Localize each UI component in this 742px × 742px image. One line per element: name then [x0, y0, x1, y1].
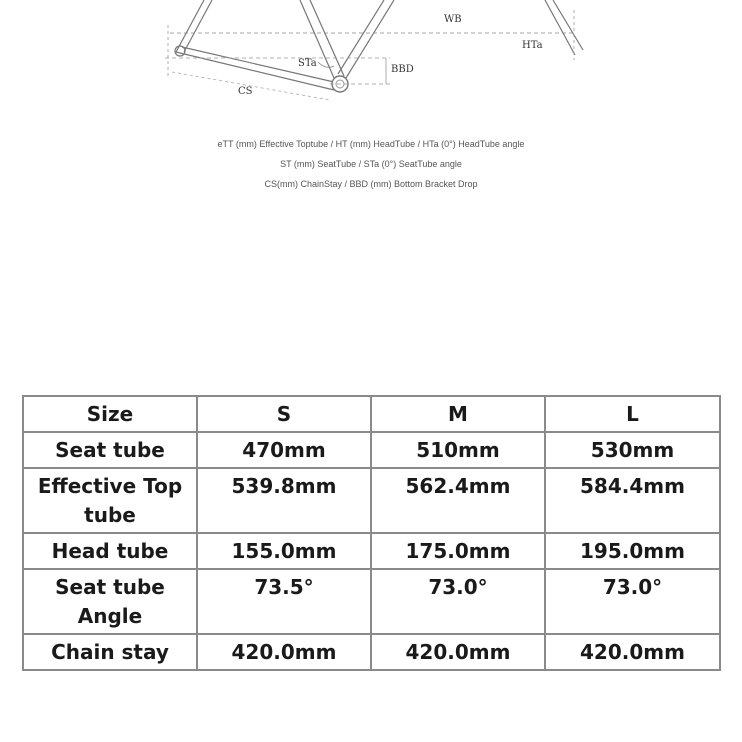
- table-row: [23, 432, 720, 468]
- frame-geometry-diagram: [0, 0, 742, 110]
- table-cell: 539.8mm: [197, 468, 371, 533]
- size-m-header: M: [371, 396, 545, 432]
- row-label-effective-top-tube: Effective Top tube: [23, 468, 197, 533]
- table-row: [23, 533, 720, 569]
- hta-label: HTa: [522, 40, 543, 51]
- table-row: [23, 468, 720, 533]
- cs-label: CS: [238, 86, 253, 97]
- table-cell: 420.0mm: [371, 634, 545, 670]
- legend-line-2: ST (mm) SeatTube / STa (0°) SeatTube angle: [280, 159, 462, 169]
- table-cell: 73.0°: [371, 569, 545, 634]
- wb-label: WB: [444, 14, 462, 25]
- row-label-chain-stay: Chain stay: [23, 634, 197, 670]
- table-cell: 73.5°: [197, 569, 371, 634]
- table-cell: 420.0mm: [545, 634, 720, 670]
- table-cell: 175.0mm: [371, 533, 545, 569]
- size-header: Size: [23, 396, 197, 432]
- row-label-seat-tube: Seat tube: [23, 432, 197, 468]
- table-cell: 562.4mm: [371, 468, 545, 533]
- row-label-head-tube: Head tube: [23, 533, 197, 569]
- sta-label: STa: [298, 58, 317, 69]
- table-row: [23, 569, 720, 634]
- table-cell: 155.0mm: [197, 533, 371, 569]
- bbd-label: BBD: [391, 64, 414, 75]
- legend-line-3: CS(mm) ChainStay / BBD (mm) Bottom Bracket Drop: [264, 179, 478, 189]
- table-row: [23, 634, 720, 670]
- size-s-header: S: [197, 396, 371, 432]
- frame-drawing: [0, 0, 742, 110]
- geometry-table: [22, 395, 721, 671]
- table-cell: 470mm: [197, 432, 371, 468]
- table-cell: 73.0°: [545, 569, 720, 634]
- table-cell: 530mm: [545, 432, 720, 468]
- table-cell: 510mm: [371, 432, 545, 468]
- table-header-row: [23, 396, 720, 432]
- legend-line-1: eTT (mm) Effective Toptube / HT (mm) HeadTube / HTa (0°) HeadTube angle: [217, 139, 525, 149]
- row-label-seat-tube-angle: Seat tube Angle: [23, 569, 197, 634]
- size-l-header: L: [545, 396, 720, 432]
- table-cell: 420.0mm: [197, 634, 371, 670]
- table-cell: 195.0mm: [545, 533, 720, 569]
- table-cell: 584.4mm: [545, 468, 720, 533]
